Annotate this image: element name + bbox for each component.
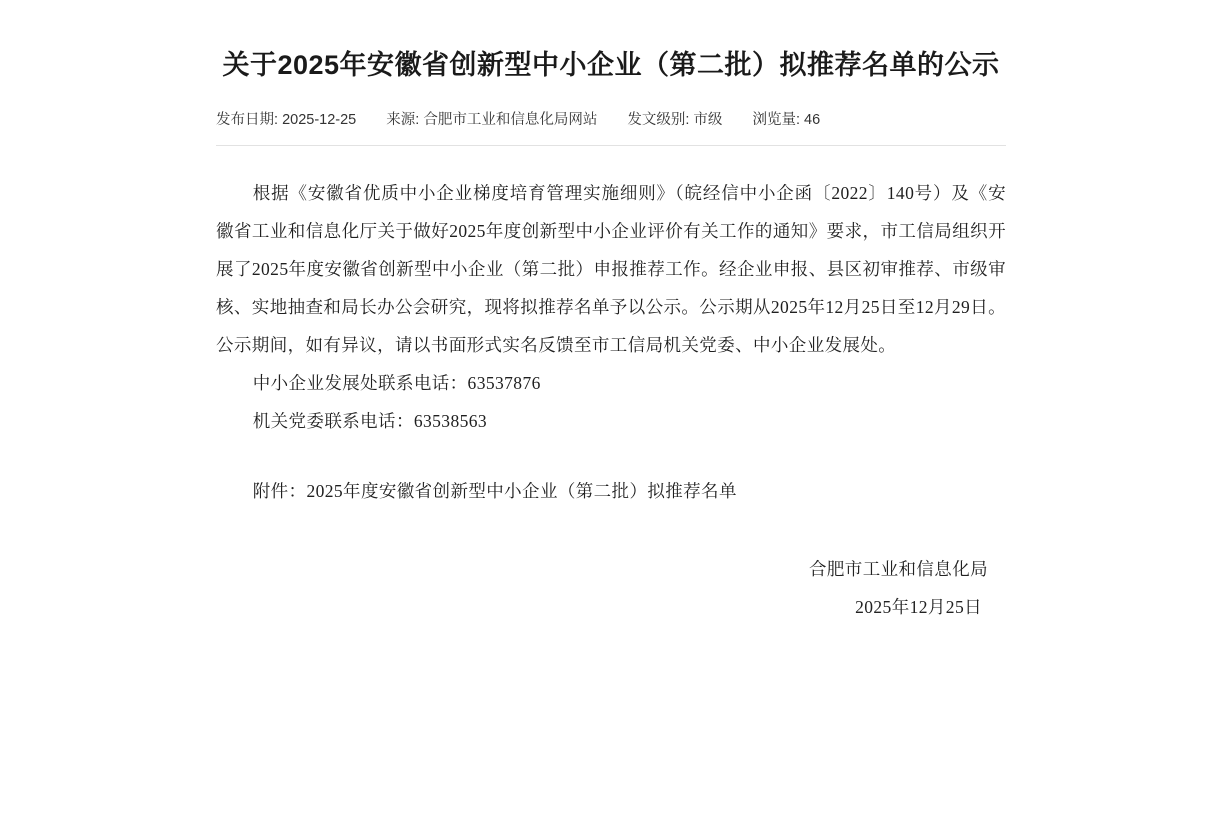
page-title: 关于2025年安徽省创新型中小企业（第二批）拟推荐名单的公示 — [222, 50, 1000, 80]
meta-views-label: 浏览量: — [752, 112, 800, 128]
document-body — [216, 174, 1006, 510]
meta-views-value: 46 — [804, 112, 821, 128]
body-paragraph: 根据《安徽省优质中小企业梯度培育管理实施细则》（皖经信中小企函〔2022〕140号）及《安徽省工业和信息化厅关于做好2025年度创新型中小企业评价有关工作的通知》要求，市工信局组织开展了2025年度安徽省创新型中小企业（第二批）申报推荐工作。经企业申报、县区初审推荐、市级审核、实地抽查和局长办公会研究，现将拟推荐名单予以公示。公示期从2025年12月25日至12月29日。公示期间，如有异议，请以书面形式实名反馈至市工信局机关党委、中小企业发展处。 — [216, 183, 1006, 355]
meta-source-label: 来源: — [386, 112, 420, 128]
meta-publish-date-label: 发布日期: — [216, 112, 279, 128]
meta-source — [386, 108, 597, 129]
meta-publish-date-value: 2025-12-25 — [282, 112, 357, 128]
signature-organization: 合肥市工业和信息化局 — [809, 559, 988, 579]
meta-source-value: 合肥市工业和信息化局网站 — [423, 112, 598, 128]
meta-level-label: 发文级别: — [627, 112, 690, 128]
signature-block — [216, 550, 1006, 626]
document-meta — [216, 108, 1006, 146]
meta-level — [627, 108, 722, 129]
meta-level-value: 市级 — [693, 112, 723, 128]
signature-date: 2025年12月25日 — [855, 597, 982, 617]
contact-line-development-office: 中小企业发展处联系电话：63537876 — [252, 373, 541, 393]
attachment-line: 附件：2025年度安徽省创新型中小企业（第二批）拟推荐名单 — [252, 481, 737, 501]
contact-line-party-committee: 机关党委联系电话：63538563 — [252, 411, 488, 431]
meta-views — [752, 108, 820, 129]
meta-publish-date — [216, 108, 356, 129]
article-container — [216, 0, 1006, 626]
